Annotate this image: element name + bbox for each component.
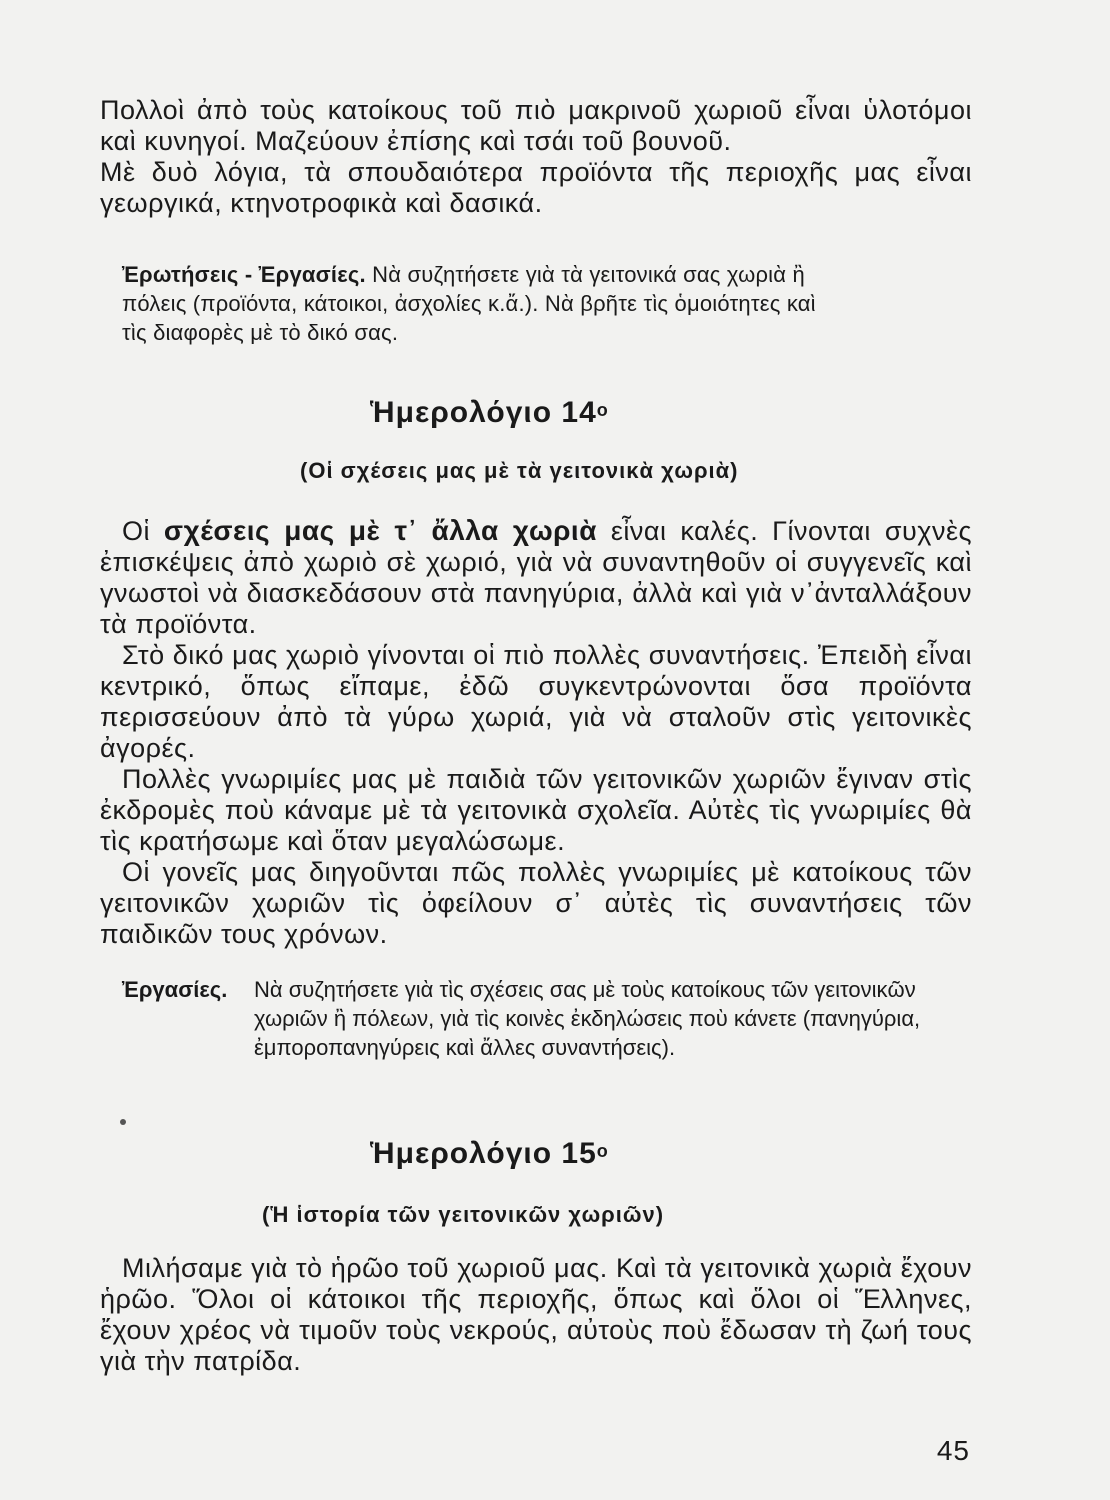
diary-14-p1-bold: σχέσεις μας μὲ τ᾽ ἄλλα χωριὰ (163, 515, 597, 546)
diary-15-title (370, 1137, 609, 1171)
diary-14-p1-rest: εἶναι καλές. Γίνονται συχνὲς ἐπισκέψεις ἀπὸ χωριὸ σὲ χωριό, γιὰ νὰ συναντηθοῦν οἱ συγγενεῖς καὶ γνωστοὶ νὰ διασκεδάσουν στὰ πανηγύρια, ἀλλὰ καὶ γιὰ ν᾽ἀνταλλάξουν τὰ προϊόντα. (100, 516, 972, 639)
diary-14-title (370, 396, 609, 430)
diary-15-title-sup: ο (596, 1141, 609, 1161)
diary-14-subtitle: (Οἱ σχέσεις μας μὲ τὰ γειτονικὰ χωριὰ) (300, 458, 739, 483)
works-task-label: Ἐργασίες. (122, 977, 228, 1002)
questions-task (122, 260, 832, 347)
bullet-dot (120, 1119, 126, 1125)
intro-line-1: Πολλοὶ ἀπὸ τοὺς κατοίκους τοῦ πιὸ μακρινοῦ χωριοῦ εἶναι ὑλοτόμοι καὶ κυνηγοί. Μαζεύουν ἐπίσης καὶ τσάι τοῦ βουνοῦ. (100, 95, 972, 156)
questions-task-label: Ἐρωτήσεις - Ἐργασίες. (122, 262, 366, 287)
diary-15-title-text: Ἡμερολόγιο 15 (370, 1137, 597, 1170)
diary-14-paragraph-3: Πολλὲς γνωριμίες μας μὲ παιδιὰ τῶν γειτονικῶν χωριῶν ἔγιναν στὶς ἐκδρομὲς ποὺ κάναμε μὲ τὰ γειτονικὰ σχολεῖα. Αὐτὲς τὶς γνωριμίες θὰ τὶς κρατήσωμε καὶ ὅταν μεγαλώσωμε. (100, 764, 972, 856)
diary-14-body (100, 515, 972, 950)
intro-text (100, 95, 972, 219)
diary-14-paragraph-2: Στὸ δικό μας χωριὸ γίνονται οἱ πιὸ πολλὲς συναντήσεις. Ἐπειδὴ εἶναι κεντρικό, ὅπως εἴπαμε, ἐδῶ συγκεντρώνονται ὅσα προϊόντα περισσεύουν ἀπὸ τὰ γύρω χωριά, γιὰ νὰ σταλοῦν στὶς γειτονικὲς ἀγορές. (100, 640, 972, 763)
diary-14-paragraph-1 (100, 515, 972, 640)
works-task-text: Νὰ συζητήσετε γιὰ τὶς σχέσεις σας μὲ τοὺς κατοίκους τῶν γειτονικῶν χωριῶν ἢ πόλεων, γιὰ τὶς κοινὲς ἐκδηλώσεις ποὺ κάνετε (πανηγύρια, ἐμποροπανηγύρεις καὶ ἄλλες συναντήσεις). (254, 977, 921, 1060)
diary-15-body (100, 1253, 972, 1377)
diary-14-title-text: Ἡμερολόγιο 14 (370, 396, 597, 429)
diary-14-title-sup: ο (596, 400, 609, 420)
diary-14-paragraph-4: Οἱ γονεῖς μας διηγοῦνται πῶς πολλὲς γνωριμίες μὲ κατοίκους τῶν γειτονικῶν χωριῶν τὶς ὀφείλουν σ᾽ αὐτὲς τὶς συναντήσεις τῶν παιδικῶν τους χρόνων. (100, 857, 972, 949)
diary-14-p1-lead: Οἱ (122, 516, 150, 546)
diary-15-paragraph-1: Μιλήσαμε γιὰ τὸ ἡρῶο τοῦ χωριοῦ μας. Καὶ τὰ γειτονικὰ χωριὰ ἔχουν ἡρῶο. Ὅλοι οἱ κάτοικοι τῆς περιοχῆς, ὅπως καὶ ὅλοι οἱ Ἕλληνες, ἔχουν χρέος νὰ τιμοῦν τοὺς νεκρούς, αὐτοὺς ποὺ ἔδωσαν τὴ ζωή τους γιὰ τὴν πατρίδα. (100, 1253, 972, 1376)
intro-line-2: Μὲ δυὸ λόγια, τὰ σπουδαιότερα προϊόντα τῆς περιοχῆς μας εἶναι γεωργικά, κτηνοτροφικὰ καὶ δασικά. (100, 157, 972, 218)
questions-task-text: Νὰ συζητήσετε γιὰ τὰ γειτονικά σας χωριὰ ἢ πόλεις (προϊόντα, κάτοικοι, ἀσχολίες κ.ἄ.). Νὰ βρῆτε τὶς ὁμοιότητες καὶ τὶς διαφορὲς μὲ τὸ δικό σας. (122, 262, 816, 345)
diary-15-subtitle: (Ἡ ἱστορία τῶν γειτονικῶν χωριῶν) (262, 1202, 665, 1227)
page-number: 45 (936, 1435, 970, 1466)
